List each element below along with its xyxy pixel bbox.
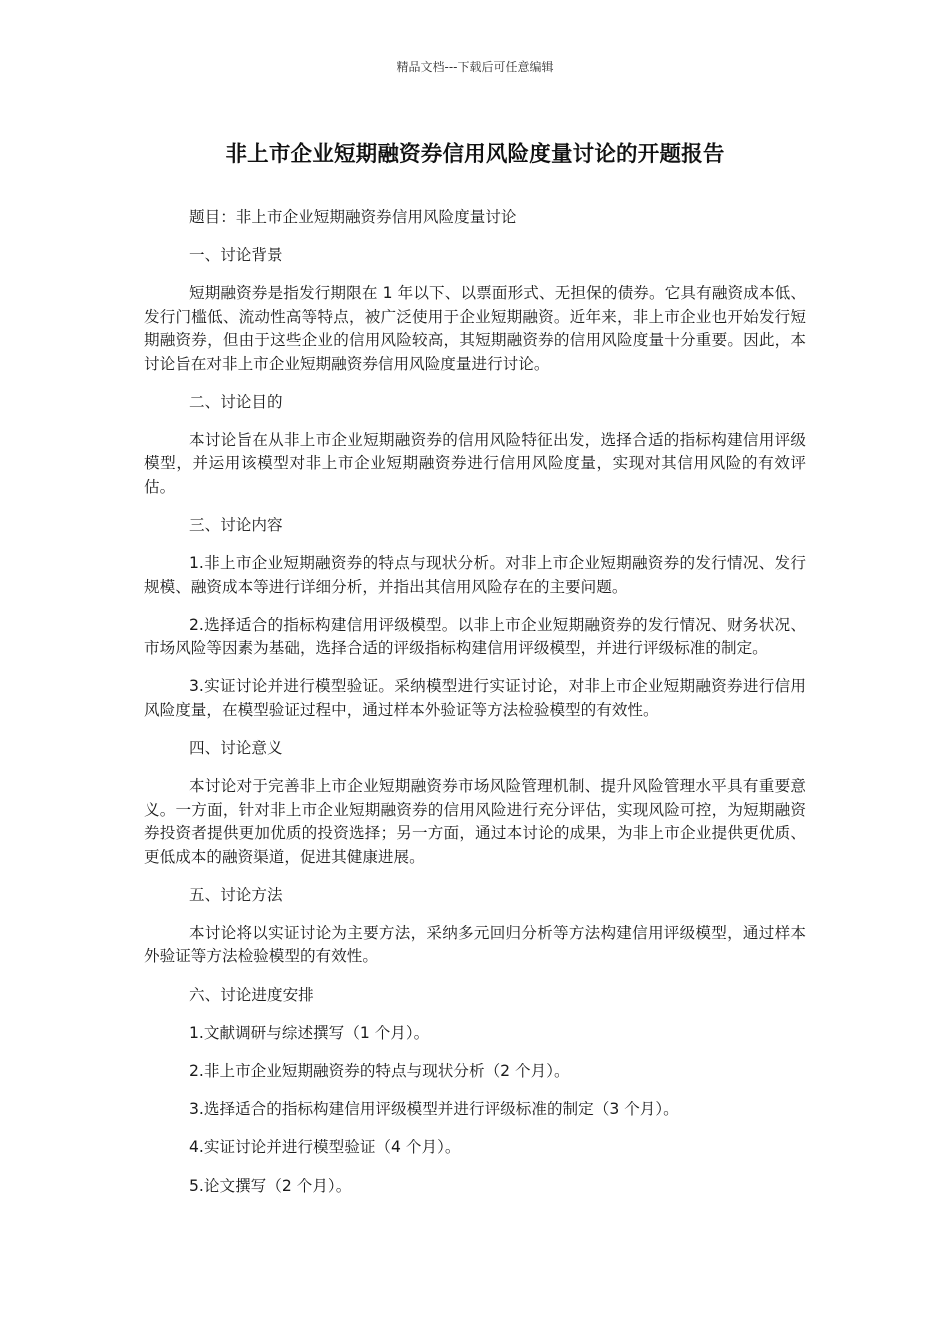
section-heading-schedule: 六、讨论进度安排: [189, 985, 314, 1004]
content-item-1: 1.非上市企业短期融资券的特点与现状分析。对非上市企业短期融资券的发行情况、发行规模、融资成本等进行详细分析，并指出其信用风险存在的主要问题。: [144, 554, 806, 596]
topic-line: 题目：非上市企业短期融资券信用风险度量讨论: [189, 208, 517, 226]
header-note: 精品文档---下载后可任意编辑: [396, 60, 554, 74]
significance-paragraph: 本讨论对于完善非上市企业短期融资券市场风险管理机制、提升风险管理水平具有重要意义。一方面，针对非上市企业短期融资券的信用风险进行充分评估，实现风险可控，为短期融资券投资者提供更加优质的投资选择；另一方面，通过本讨论的成果，为非上市企业提供更优质、更低成本的融资渠道，促进其健康进展。: [144, 777, 806, 866]
section-heading-content: 三、讨论内容: [189, 516, 283, 535]
schedule-item-1: 1.文献调研与综述撰写（1 个月）。: [189, 1023, 430, 1042]
section-heading-method: 五、讨论方法: [189, 885, 283, 904]
schedule-item-4: 4.实证讨论并进行模型验证（4 个月）。: [189, 1138, 461, 1157]
content-item-3: 3.实证讨论并进行模型验证。采纳模型进行实证讨论，对非上市企业短期融资券进行信用风险度量，在模型验证过程中，通过样本外验证等方法检验模型的有效性。: [144, 677, 806, 719]
schedule-item-2: 2.非上市企业短期融资券的特点与现状分析（2 个月）。: [189, 1061, 570, 1080]
schedule-item-3: 3.选择适合的指标构建信用评级模型并进行评级标准的制定（3 个月）。: [189, 1100, 679, 1119]
section-heading-significance: 四、讨论意义: [189, 739, 283, 758]
section-heading-background: 一、讨论背景: [189, 246, 283, 265]
method-paragraph: 本讨论将以实证讨论为主要方法，采纳多元回归分析等方法构建信用评级模型，通过样本外验证等方法检验模型的有效性。: [144, 923, 806, 966]
background-paragraph: 短期融资券是指发行期限在 1 年以下、以票面形式、无担保的债券。它具有融资成本低、发行门槛低、流动性高等特点，被广泛使用于企业短期融资。近年来，非上市企业也开始发行短期融资券，但由于这些企业的信用风险较高，其短期融资券的信用风险度量十分重要。因此，本讨论旨在对非上市企业短期融资券信用风险度量进行讨论。: [144, 284, 806, 373]
document-body: [144, 206, 806, 1213]
section-heading-purpose: 二、讨论目的: [189, 392, 283, 411]
purpose-paragraph: 本讨论旨在从非上市企业短期融资券的信用风险特征出发，选择合适的指标构建信用评级模型，并运用该模型对非上市企业短期融资券进行信用风险度量，实现对其信用风险的有效评估。: [144, 431, 806, 496]
schedule-item-5: 5.论文撰写（2 个月）。: [189, 1176, 352, 1195]
document-title: 非上市企业短期融资券信用风险度量讨论的开题报告: [225, 142, 725, 167]
content-item-2: 2.选择适合的指标构建信用评级模型。以非上市企业短期融资券的发行情况、财务状况、市场风险等因素为基础，选择合适的评级指标构建信用评级模型，并进行评级标准的制定。: [144, 615, 806, 658]
